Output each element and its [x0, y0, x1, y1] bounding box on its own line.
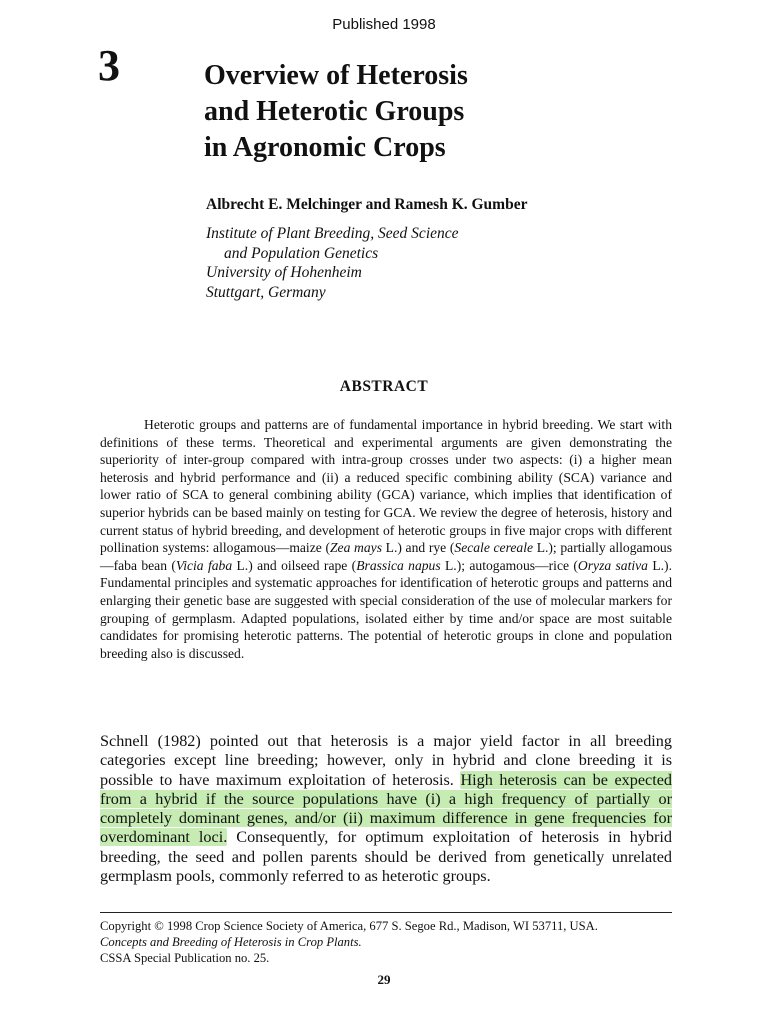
title-line: Overview of Heterosis — [204, 60, 468, 91]
abstract-segment: L.) and rye ( — [381, 540, 455, 556]
footnote-divider — [100, 912, 672, 913]
body-text: Consequently, for optimum exploitation of heterosis in hybrid breeding, the seed and pollen parents should be derived from genetically unrelated germplasm pools, commonly referred to as heterotic groups. — [100, 828, 673, 886]
title-line: in Agronomic Crops — [204, 132, 446, 163]
published-note: Published 1998 — [332, 16, 436, 33]
affiliation-line: and Population Genetics — [224, 244, 379, 262]
affiliation-line: University of Hohenheim — [206, 264, 362, 281]
highlighted-text[interactable]: High heterosis can be expected from a hybrid if the source populations have (i) a high frequency of partially or completely dominant genes, and/or (ii) maximum difference in gene frequencies for overdominant loci. — [100, 770, 673, 847]
species-name: Vicia faba — [175, 557, 233, 573]
affiliation-line: Institute of Plant Breeding, Seed Science — [206, 225, 459, 242]
author-names: Albrecht E. Melchinger and Ramesh K. Gumber — [206, 196, 528, 213]
copyright-footnote — [100, 918, 676, 966]
chapter-title — [204, 58, 664, 166]
abstract-heading: ABSTRACT — [339, 378, 429, 395]
abstract-segment: Heterotic groups and patterns are of fundamental importance in hybrid breeding. We start with definitions of these terms. Theoretical and experimental arguments are given demonstrating the superiority of inter-group compared with intra-group crosses under two aspects: (i) a higher mean heterosis and hybrid performance and (ii) a reduced specific combining ability (SCA) variance and lower ratio of SCA to general combining ability (GCA) variance, which implies that identification of superior hybrids can be based mainly on testing for GCA. We review the degree of heterosis, history and current status of hybrid breeding, and development of heterotic groups in five major crops with different pollination systems: allogamous—maize ( — [100, 417, 672, 556]
copyright-line: Copyright © 1998 Crop Science Society of America, 677 S. Segoe Rd., Madison, WI 53711, USA. — [100, 919, 598, 933]
abstract-segment: L.); partially allogamous—faba bean ( — [100, 540, 672, 573]
abstract-text — [100, 416, 672, 662]
series-line — [100, 934, 676, 966]
abstract-segment: L.); autogamous—rice ( — [440, 557, 578, 573]
species-name: Secale cereale — [454, 540, 534, 556]
chapter-number: 3 — [98, 41, 120, 90]
species-name: Brassica napus — [356, 557, 441, 573]
abstract-segment: L.) and oilseed rape ( — [232, 557, 357, 573]
species-name: Zea mays — [329, 540, 382, 556]
affiliation — [206, 224, 459, 302]
series-rest: CSSA Special Publication no. 25. — [100, 951, 270, 965]
page-number: 29 — [377, 972, 391, 987]
body-paragraph[interactable] — [100, 732, 672, 886]
series-title: Concepts and Breeding of Heterosis in Crop Plants. — [100, 935, 362, 949]
body-text: Schnell (1982) pointed out that heterosis is a major yield factor in all breeding categories except line breeding; however, only in hybrid and clone breeding it is possible to have maximum exploitation of heterosis. — [100, 732, 672, 789]
affiliation-line: Stuttgart, Germany — [206, 283, 326, 301]
abstract-segment: L.). Fundamental principles and systematic approaches for identification of heterotic groups and patterns and enlarging their genetic base are suggested with special consideration of the use of molecular markers for grouping of germplasm. Adapted populations, isolated either by time and/or space are most suitable candidates for promising heterotic patterns. The potential of heterotic groups in clone and population breeding also is discussed. — [100, 557, 672, 661]
title-line: and Heterotic Groups — [204, 96, 465, 127]
species-name: Oryza sativa — [577, 557, 648, 573]
